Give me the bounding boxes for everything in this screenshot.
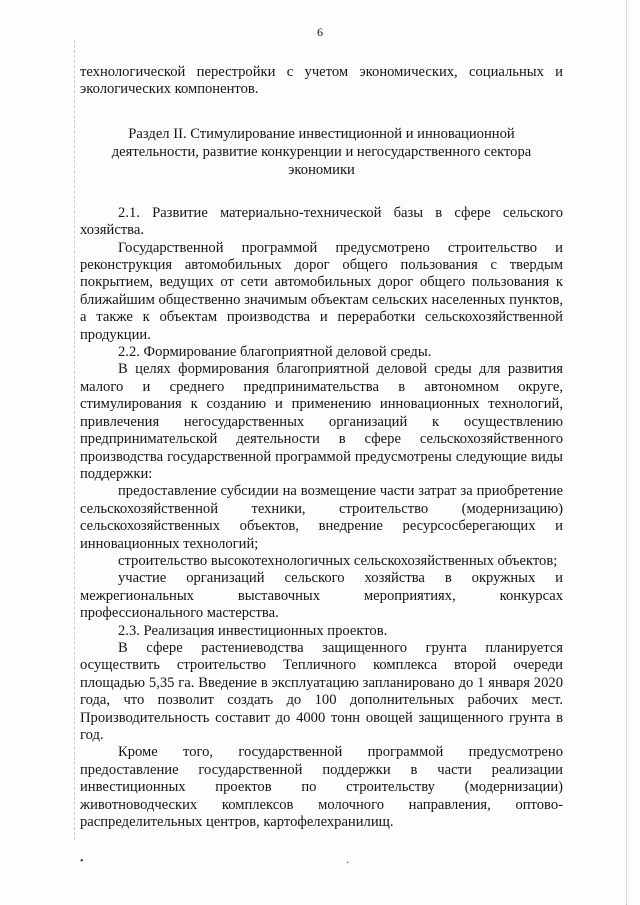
scan-edge-line [626, 0, 628, 905]
subsection-2-2-body: В целях формирования благоприятной деловой среды для развития малого и среднего предпринимательства в автономном округе, стимулирования к созданию и применению инновационных технологий, привлечения негосударственных организаций к осуществлению предпринимательской деятельности в сфере сельскохозяйственного производства государственной программой предусмотрены следующие виды поддержки: [80, 361, 563, 482]
scan-speck: · [346, 858, 350, 869]
scan-margin-line [74, 40, 76, 840]
section-title-line-3: экономики [288, 161, 355, 178]
support-item-subsidy: предоставление субсидии на возмещение части затрат за приобретение сельскохозяйственной техники, строительство (модернизацию) сельскохозяйственных объектов, внедрение ресурсосберегающих и инновационных технологий; [80, 483, 563, 552]
scan-speck: • [80, 856, 84, 867]
subsection-2-3-heading: 2.3. Реализация инвестиционных проектов. [118, 622, 388, 639]
document-body [80, 64, 563, 831]
support-item-exhibitions: участие организаций сельского хозяйства в окружных и межрегиональных выставочных мероприятиях, конкурсах профессионального мастерства. [80, 570, 563, 622]
subsection-2-2-heading: 2.2. Формирование благоприятной деловой среды. [118, 344, 432, 361]
subsection-2-1-body: Государственной программой предусмотрено строительство и реконструкция автомобильных дорог общего пользования с твердым покрытием, ведущих от сети автомобильных дорог общего пользования к ближайшим общественно значимым объектам сельских населенных пунктов, а также к объектам производства и переработки сельскохозяйственной продукции. [80, 239, 563, 343]
section-title-line-1: Раздел II. Стимулирование инвестиционной и инновационной [128, 125, 515, 142]
subsection-2-3-body: В сфере растениеводства защищенного грунта планируется осуществить строительство Тепличного комплекса второй очереди площадью 5,35 га. Введение в эксплуатацию запланировано до 1 января 2020 года, что позволит создать до 100 дополнительных рабочих мест. Производительность составит до 4000 тонн овощей защищенного грунта в год. [80, 639, 563, 743]
page-number: 6 [317, 25, 323, 39]
intro-paragraph: технологической перестройки с учетом экономических, социальных и экологических компонентов. [80, 64, 563, 98]
section-title-line-2: деятельности, развитие конкуренции и негосударственного сектора [111, 143, 532, 160]
subsection-2-1-heading: 2.1. Развитие материально-технической базы в сфере сельского хозяйства. [80, 204, 563, 239]
subsection-2-3-body-continued: Кроме того, государственной программой предусмотрено предоставление государственной поддержки в части реализации инвестиционных проектов по строительству (модернизации) животноводческих комплексов молочного направления, оптово-распределительных центров, картофелехранилищ. [80, 744, 563, 831]
support-item-construction: строительство высокотехнологичных сельскохозяйственных объектов; [118, 552, 558, 569]
